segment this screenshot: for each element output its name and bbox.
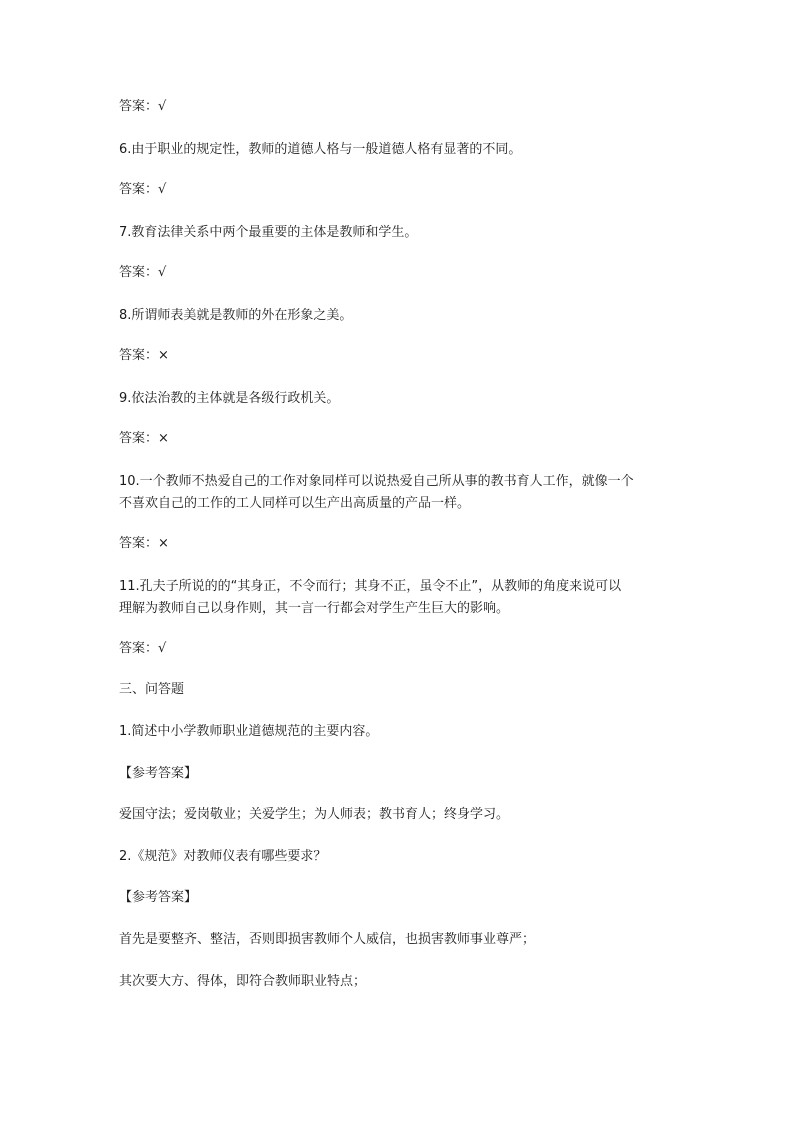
answer-line: 答案：× [119,348,169,363]
question-line: 8.所谓师表美就是教师的外在形象之美。 [119,308,353,323]
answer-text: 其次要大方、得体，即符合教师职业特点； [119,974,367,989]
question-line: 6.由于职业的规定性，教师的道德人格与一般道德人格有显著的不同。 [119,142,522,157]
question-line: 9.依法治教的主体就是各级行政机关。 [119,391,340,406]
reference-label: 【参考答案】 [119,766,198,781]
question-line: 11.孔夫子所说的的“其身正，不令而行；其身不正，虽令不止”，从教师的角度来说可以 [119,579,622,594]
question-line: 理解为教师自己以身作则，其一言一行都会对学生产生巨大的影响。 [119,601,510,616]
question-line: 10.一个教师不热爱自己的工作对象同样可以说热爱自己所从事的教书育人工作，就像一个 [119,474,634,489]
answer-line: 答案：× [119,431,169,446]
section-heading: 三、问答题 [119,682,185,697]
answer-line: 答案：√ [119,182,167,197]
question-line: 不喜欢自己的工作的工人同样可以生产出高质量的产品一样。 [119,496,471,511]
answer-text: 爱国守法；爱岗敬业；关爱学生；为人师表；教书育人；终身学习。 [119,807,510,822]
question-line: 2.《规范》对教师仪表有哪些要求？ [119,849,327,864]
question-line: 7.教育法律关系中两个最重要的主体是教师和学生。 [119,225,418,240]
answer-line: 答案：× [119,536,169,551]
question-line: 1.简述中小学教师职业道德规范的主要内容。 [119,724,379,739]
answer-text: 首先是要整齐、整洁，否则即损害教师个人威信，也损害教师事业尊严； [119,932,536,947]
answer-line: 答案：√ [119,99,167,114]
answer-line: 答案：√ [119,641,167,656]
answer-line: 答案：√ [119,265,167,280]
reference-label: 【参考答案】 [119,890,198,905]
